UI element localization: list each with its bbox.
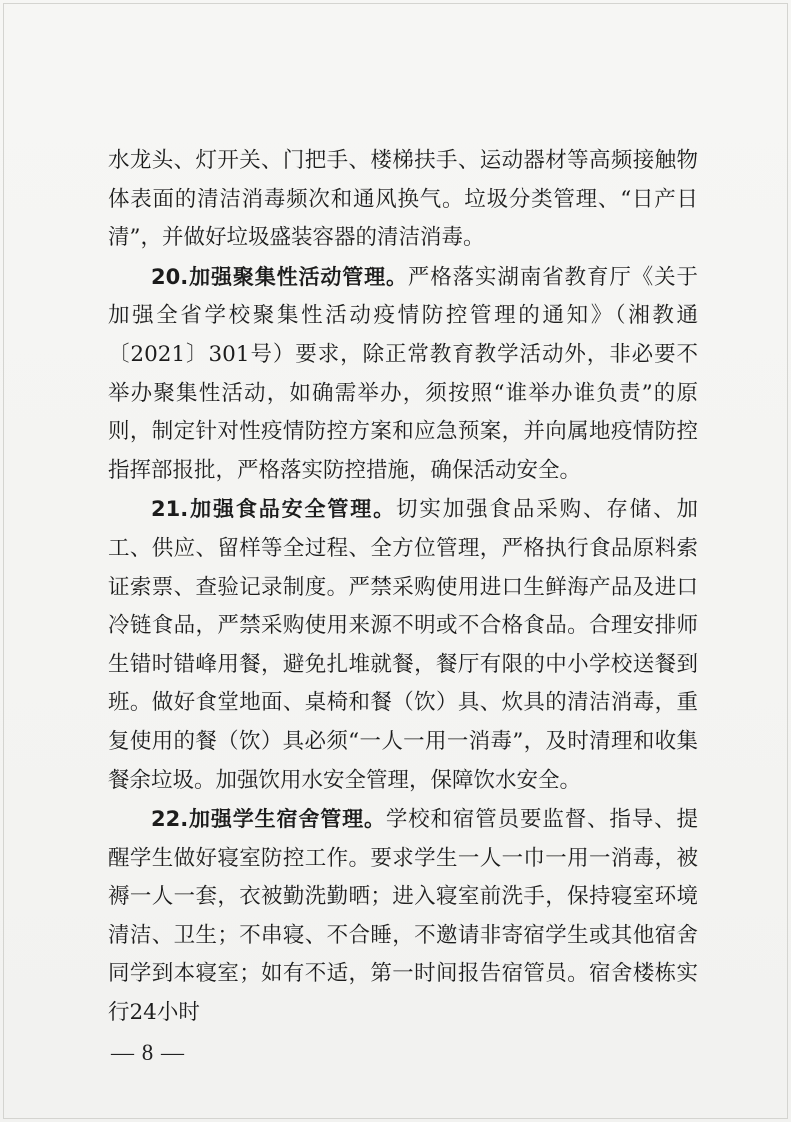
paragraph-item-20 xyxy=(108,258,698,491)
paragraph-item-21 xyxy=(108,490,698,800)
paragraph-text: 切实加强食品采购、存储、加工、供应、留样等全过程、全方位管理，严格执行食品原料索证索票、查验记录制度。严禁采购使用进口生鲜海产品及进口冷链食品，严禁采购使用来源不明或不合格食品。合理安排师生错时错峰用餐，避免扎堆就餐，餐厅有限的中小学校送餐到班。做好食堂地面、桌椅和餐（饮）具、炊具的清洁消毒，重复使用的餐（饮）具必须“一人一用一消毒”，及时清理和收集餐余垃圾。加强饮用水安全管理，保障饮水安全。 xyxy=(108,497,698,793)
paragraph-heading: 22.加强学生宿舍管理。 xyxy=(151,807,386,832)
page-number: — 8 — xyxy=(111,1040,185,1065)
paragraph-text: 水龙头、灯开关、门把手、楼梯扶手、运动器材等高频接触物体表面的清洁消毒频次和通风换气。垃圾分类管理、“日产日清”，并做好垃圾盛装容器的清洁消毒。 xyxy=(108,148,698,251)
document-body xyxy=(108,142,698,1033)
paragraph-item-22 xyxy=(108,800,698,1033)
paragraph-heading: 20.加强聚集性活动管理。 xyxy=(151,264,408,289)
paragraph-heading: 21.加强食品安全管理。 xyxy=(151,497,396,522)
paragraph-text: 学校和宿管员要监督、指导、提醒学生做好寝室防控工作。要求学生一人一巾一用一消毒，被褥一人一套，衣被勤洗勤晒；进入寝室前洗手，保持寝室环境清洁、卫生；不串寝、不合睡，不邀请非寄宿学生或其他宿舍同学到本寝室；如有不适，第一时间报告宿管员。宿舍楼栋实行24小时 xyxy=(108,807,698,1026)
paragraph-continuation xyxy=(108,142,698,258)
paragraph-text: 严格落实湖南省教育厅《关于加强全省学校聚集性活动疫情防控管理的通知》（湘教通〔2021〕301号）要求，除正常教育教学活动外，非必要不举办聚集性活动，如确需举办，须按照“谁举办谁负责”的原则，制定针对性疫情防控方案和应急预案，并向属地疫情防控指挥部报批，严格落实防控措施，确保活动安全。 xyxy=(108,264,698,483)
